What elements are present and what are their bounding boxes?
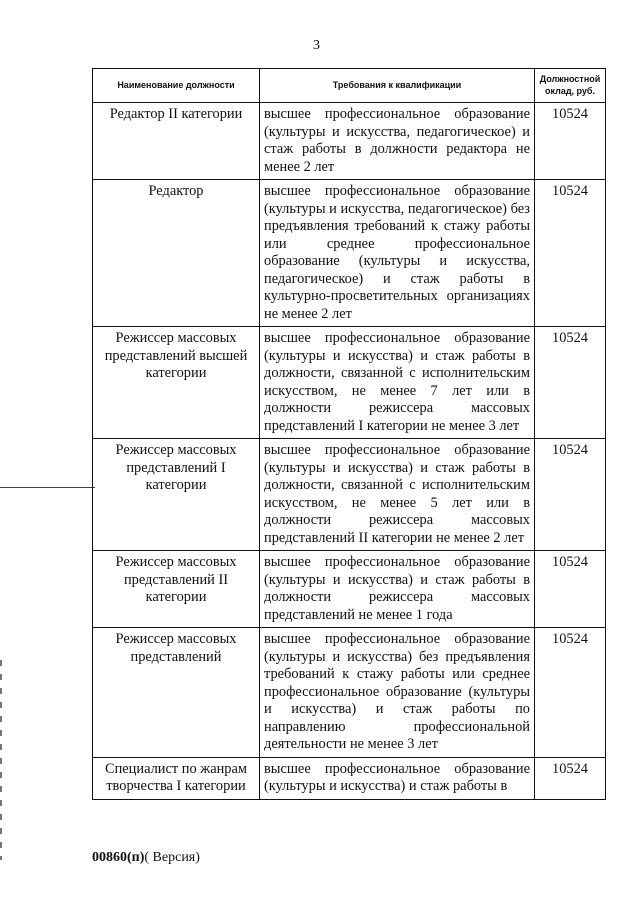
requirements-cell: высшее профессиональное образование (культуры и искусства) и стаж работы в должности режиссера массовых представлений не менее 1 года xyxy=(260,551,535,628)
requirements-cell: высшее профессиональное образование (культуры и искусства, педагогическое) без предъявления требований к стажу работы или среднее профессиональное образование (культуры и искусства, педагогическое) и стаж работы в культурно-просветительных организациях не менее 2 лет xyxy=(260,180,535,327)
requirements-cell: высшее профессиональное образование (культуры и искусства) и стаж работы в должности, связанной с исполнительским искусством, не менее 7 лет или в должности режиссера массовых представлений I категории не менее 3 лет xyxy=(260,327,535,439)
salary-cell: 10524 xyxy=(535,180,606,327)
table-row xyxy=(93,439,606,551)
position-cell: Режиссер массовых представлений высшей категории xyxy=(93,327,260,439)
position-cell: Специалист по жанрам творчества I категории xyxy=(93,757,260,799)
table-row xyxy=(93,327,606,439)
salary-cell: 10524 xyxy=(535,628,606,758)
table-row xyxy=(93,103,606,180)
qualification-table xyxy=(92,68,606,800)
salary-cell: 10524 xyxy=(535,757,606,799)
position-cell: Режиссер массовых представлений II категории xyxy=(93,551,260,628)
document-version: ( Версия) xyxy=(144,850,200,865)
scan-artifact-margin xyxy=(0,660,2,860)
table-row xyxy=(93,551,606,628)
requirements-cell: высшее профессиональное образование (культуры и искусства) и стаж работы в должности, связанной с исполнительским искусством, не менее 5 лет или в должности режиссера массовых представлений II категории не менее 2 лет xyxy=(260,439,535,551)
document-footer xyxy=(92,850,200,866)
salary-cell: 10524 xyxy=(535,551,606,628)
salary-cell: 10524 xyxy=(535,327,606,439)
scan-artifact-line xyxy=(0,487,95,488)
header-position: Наименование должности xyxy=(93,69,260,103)
table-row xyxy=(93,180,606,327)
requirements-cell: высшее профессиональное образование (культуры и искусства) без предъявления требований к стажу работы или среднее профессиональное образование (культуры и искусства) и стаж работы по направлению профессиональной деятельности не менее 3 лет xyxy=(260,628,535,758)
salary-cell: 10524 xyxy=(535,103,606,180)
header-requirements: Требования к квалификации xyxy=(260,69,535,103)
position-cell: Редактор xyxy=(93,180,260,327)
table-header-row xyxy=(93,69,606,103)
requirements-cell: высшее профессиональное образование (культуры и искусства, педагогическое) и стаж работы в должности редактора не менее 2 лет xyxy=(260,103,535,180)
position-cell: Режиссер массовых представлений xyxy=(93,628,260,758)
table-row xyxy=(93,628,606,758)
page-number: 3 xyxy=(313,38,320,53)
document-code: 00860(п) xyxy=(92,850,145,865)
table-row xyxy=(93,757,606,799)
header-salary: Должностной оклад, руб. xyxy=(535,69,606,103)
position-cell: Режиссер массовых представлений I категории xyxy=(93,439,260,551)
salary-cell: 10524 xyxy=(535,439,606,551)
position-cell: Редактор II категории xyxy=(93,103,260,180)
requirements-cell: высшее профессиональное образование (культуры и искусства) и стаж работы в xyxy=(260,757,535,799)
